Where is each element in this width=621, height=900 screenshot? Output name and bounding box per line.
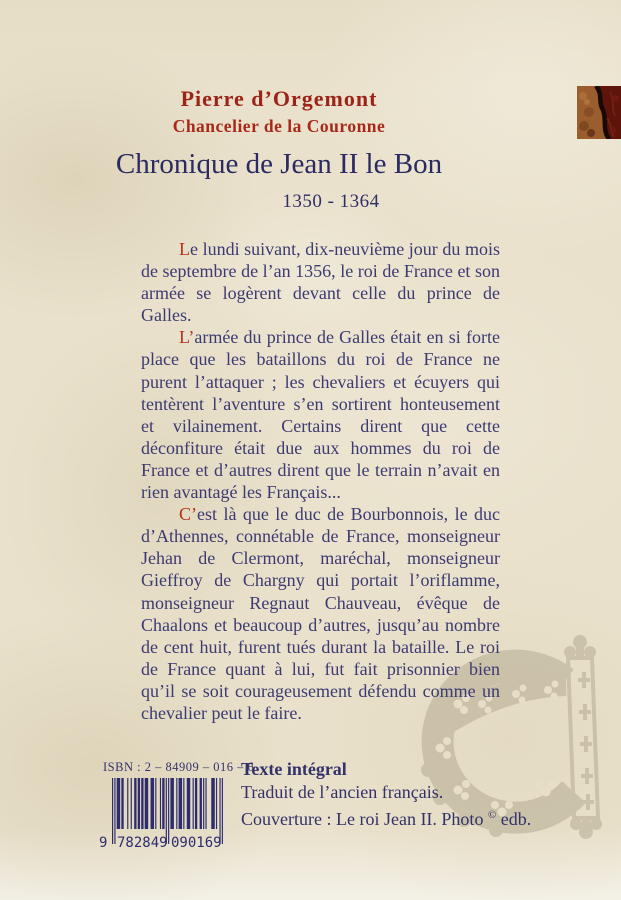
body-paragraph: L’armée du prince de Galles était en si forte place que les bataillons du roi de France ne purent l’attaquer ; les chevaliers et écuyers qui tentèrent l’aventure s’en sortirent honteusement et vilainement. Certains dirent que cette déconfiture était due aux hommes du roi de France et d’autres dirent que le terrain n’avait en rien avantagé les Français... [141,327,500,503]
ean13-barcode [97,778,223,850]
lead-letter: L’ [179,327,195,348]
book-title: Chronique de Jean II le Bon [115,148,443,180]
cover-credit: Couverture : Le roi Jean II. Photo © edb. [241,809,532,829]
barcode-first-digit: 9 [99,835,108,850]
lead-letter: L [179,239,190,259]
back-cover-text [141,238,500,724]
author-role: Chancelier de la Couronne [172,116,386,136]
painting-detail-image [577,86,621,139]
barcode-right-digits: 090169 [171,835,222,850]
barcode-left-digits: 782849 [117,835,168,850]
cover-photo-detail [577,86,621,139]
copyright-symbol: © [487,809,497,821]
author-name: Pierre d’Orgemont [180,86,378,111]
credits-block [241,758,551,831]
edition-note: Texte intégral [241,759,347,779]
body-paragraph: C’est là que le duc de Bourbonnois, le duc d’Athennes, connétable de France, monseigneur Jehan de Clermont, maréchal, monseigneur Gieffroy de Chargny qui portait l’oriflamme, monseigneur Regnaut Chauveau, évêque de Chaalons et beaucoup d’autres, jusqu’au nombre de cent huit, furent tués durant la bataille. Le roi de France quant à lui, fut fait prisonnier bien qu’il se soit courageusement défendu comme un chevalier peut le faire. [141,504,500,723]
lead-letter: C’ [179,504,197,525]
body-paragraph: Le lundi suivant, dix-neuvième jour du mois de septembre de l’an 1356, le roi de France et son armée se logèrent devant celle du prince de Galles. [141,239,500,326]
isbn-label: ISBN : 2 – 84909 – 016 – 6 [103,760,255,774]
trefoil-finial-bottom [570,816,602,839]
translation-note: Traduit de l’ancien français. [241,782,444,802]
date-range: 1350 - 1364 [282,191,380,212]
trefoil-finial-top [564,635,596,660]
